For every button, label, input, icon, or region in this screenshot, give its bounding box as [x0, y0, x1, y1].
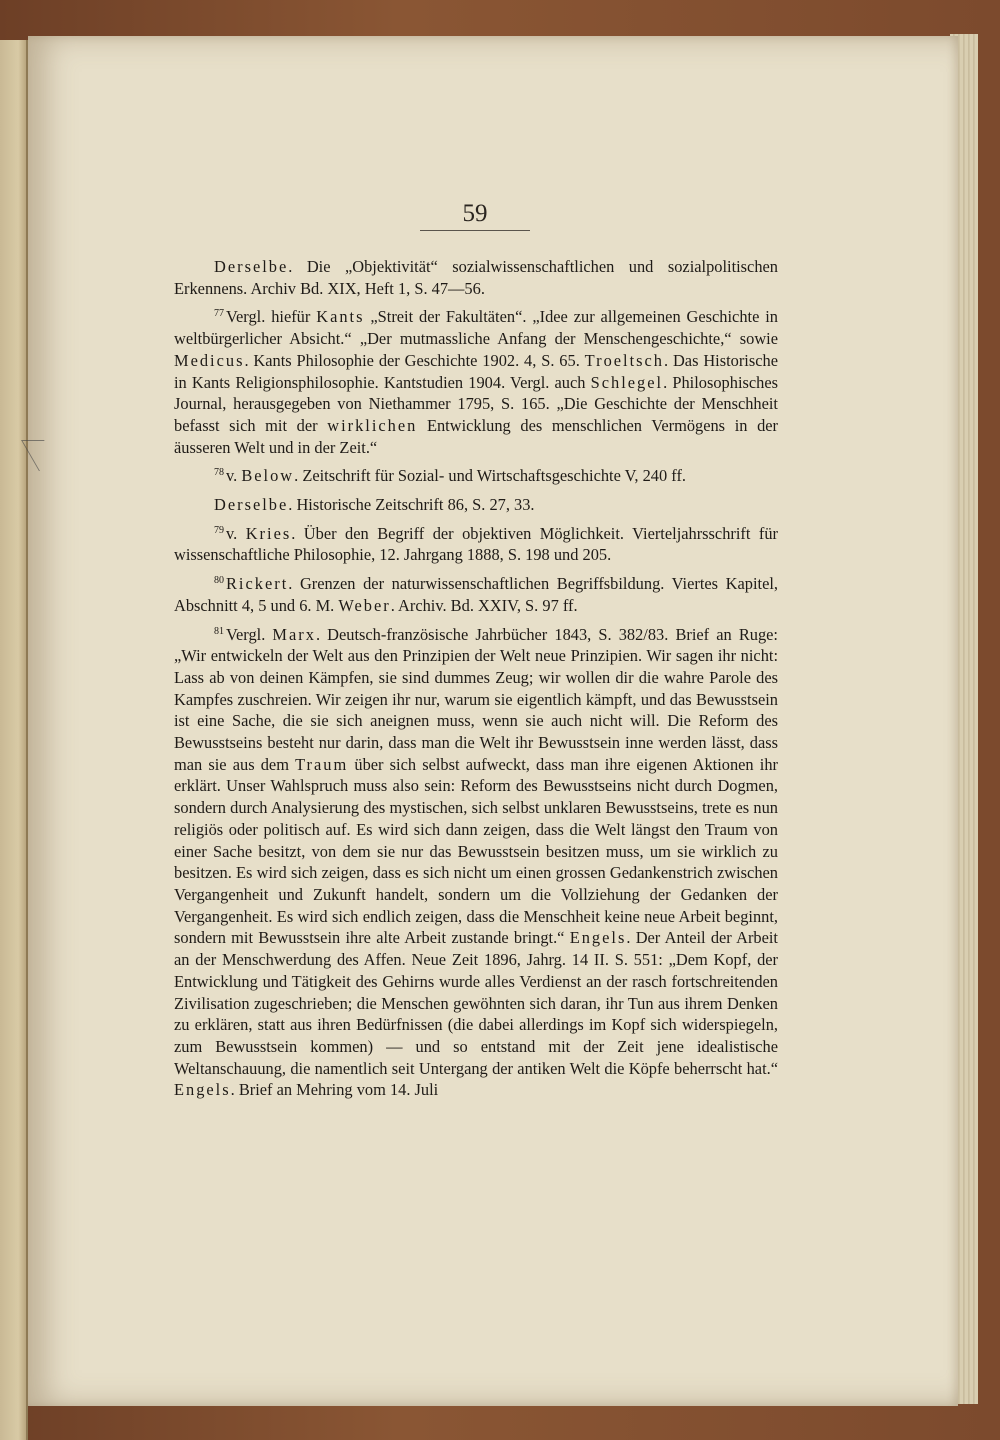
facing-page-edge — [0, 40, 28, 1440]
footnote-number: 80 — [214, 575, 224, 587]
footnote-text: . Deutsch-französische Jahrbücher 1843, S. 382/83. Brief an Ruge: „Wir entwickeln der Welt aus den Prinzipien der Welt neue Prinzipien. Wir sagen ihr nicht: Lass ab von deinen Kämpfen, sie sind dummes Zeug; wir wollen dir die wahre Parole des Kampfes zuschreien. Wir zeigen ihr nur, warum sie eigentlich kämpft, und das Bewusstsein ist eine Sache, die sie sich aneignen muss, wenn sie auch nicht will. Die Reform des Bewusstseins besteht nur darin, dass man die Welt ihr Bewusstsein inne werden lässt, dass man sie aus dem — [174, 624, 778, 774]
footnote-text: . Archiv. Bd. XXIV, S. 97 ff. — [390, 595, 578, 615]
footnote — [174, 306, 778, 458]
spaced-name: Marx — [272, 624, 316, 644]
footnotes-block — [174, 256, 778, 1108]
spaced-name: Derselbe — [214, 495, 289, 515]
spaced-name: Kries — [245, 523, 292, 543]
footnote-text: v. — [226, 466, 242, 486]
footnote-text: . Über den Begriff der objektiven Möglichkeit. Vierteljahrsschrift für wissenschaftliche Philosophie, 12. Jahrgang 1888, S. 198 und 205. — [174, 523, 779, 565]
spaced-name: Engels — [569, 928, 627, 948]
spaced-name: Below — [241, 466, 295, 486]
footnote-text: . Die „Objektivität“ sozialwissenschaftlichen und sozialpolitischen Erkennens. Archiv Bd. XIX, Heft 1, S. 47—56. — [174, 257, 778, 298]
footnote — [174, 573, 778, 616]
footnote — [174, 494, 778, 516]
footnote-text: . Zeitschrift für Sozial- und Wirtschaftsgeschichte V, 240 ff. — [294, 466, 686, 486]
footnote — [174, 523, 778, 566]
spaced-name: Weber — [338, 595, 391, 615]
spaced-name: Engels — [174, 1080, 231, 1100]
footnote-text: v. — [226, 523, 246, 543]
footnote-text: . Historische Zeitschrift 86, S. 27, 33. — [288, 495, 535, 515]
page-number: 59 — [420, 200, 530, 231]
spaced-name: Rickert — [226, 574, 289, 594]
footnote-text: . Der Anteil der Arbeit an der Menschwerdung des Affen. Neue Zeit 1896, Jahrg. 14 II. S. 551: „Dem Kopf, der Entwicklung und Tätigkeit des Gehirns wurde alles Verdienst an der rasch fortschreitenden Zivilisation zugeschrieben; die Menschen gewöhnten sich daran, ihr Tun aus ihrem Denken zu erklären, statt aus ihren Bedürfnissen (die dabei allerdings im Kopf sich widerspiegeln, zum Bewusstsein kommen) — und so entstand mit der Zeit jene idealistische Weltanschauung, die namentlich seit Untergang der antiken Welt die Köpfe beherrscht hat.“ — [174, 928, 778, 1078]
footnote-text: . Kants Philosophie der Geschichte 1902. 4, S. 65. — [244, 350, 585, 370]
footnote — [174, 465, 778, 487]
footnote-text: . Brief an Mehring vom 14. Juli — [230, 1080, 439, 1100]
spaced-name: Medicus — [174, 350, 245, 370]
spaced-name: Troeltsch — [584, 350, 664, 370]
footnote-text: . Grenzen der naturwissenschaftlichen Begriffsbildung. Viertes Kapitel, Abschnitt 4, 5 und 6. M. — [174, 574, 778, 615]
footnote-number: 81 — [214, 625, 224, 637]
footnote-number: 79 — [214, 524, 224, 536]
footnote — [174, 256, 778, 299]
footnote-text: Vergl. hiefür — [226, 307, 317, 327]
footnote-text: über sich selbst aufweckt, dass man ihre eigenen Aktionen ihr erklärt. Unser Wahlspruch muss also sein: Reform des Bewusstseins nicht durch Dogmen, sondern durch Analysierung des mystischen, sich selbst unklaren Bewusstseins, trete es nun religiös oder politisch auf. Es wird sich dann zeigen, dass die Welt längst den Traum von einer Sache besitzt, von dem sie nur das Bewusstsein besitzen muss, um sie wirklich zu besitzen. Es wird sich zeigen, dass es sich nicht um einen grossen Gedankenstrich zwischen Vergangenheit und Zukunft handelt, sondern um die Vollziehung der Gedanken der Vergangenheit. Es wird sich endlich zeigen, dass die Menschheit keine neue Arbeit beginnt, sondern mit Bewusstsein ihre alte Arbeit zustande bringt.“ — [174, 754, 778, 948]
spaced-name: Kants — [316, 307, 365, 327]
footnote-text: Vergl. — [226, 624, 273, 644]
footnote-text: Entwicklung des menschlichen Vermögens in der äusseren Welt und in der Zeit.“ — [174, 415, 779, 457]
footnote-text: . Das Historische in Kants Religionsphilosophie. Kantstudien 1904. Vergl. auch — [174, 350, 778, 392]
footnote-text: . Philosophisches Journal, herausgegeben von Niethammer 1795, S. 165. „Die Geschichte der Menschheit befasst sich mit der — [174, 372, 778, 435]
footnote-text: „Streit der Fakultäten“. „Idee zur allgemeinen Geschichte in weltbürgerlicher Absicht.“ „Der mutmassliche Anfang der Menschengeschichte,“ sowie — [174, 307, 778, 349]
spaced-name: Schlegel — [590, 372, 664, 392]
spaced-name: wirklichen — [327, 415, 418, 435]
spaced-name: Derselbe — [214, 257, 289, 276]
footnote — [174, 624, 778, 1101]
spaced-name: Traum — [295, 754, 349, 774]
footnote-number: 78 — [214, 467, 224, 479]
footnote-number: 77 — [214, 308, 224, 320]
